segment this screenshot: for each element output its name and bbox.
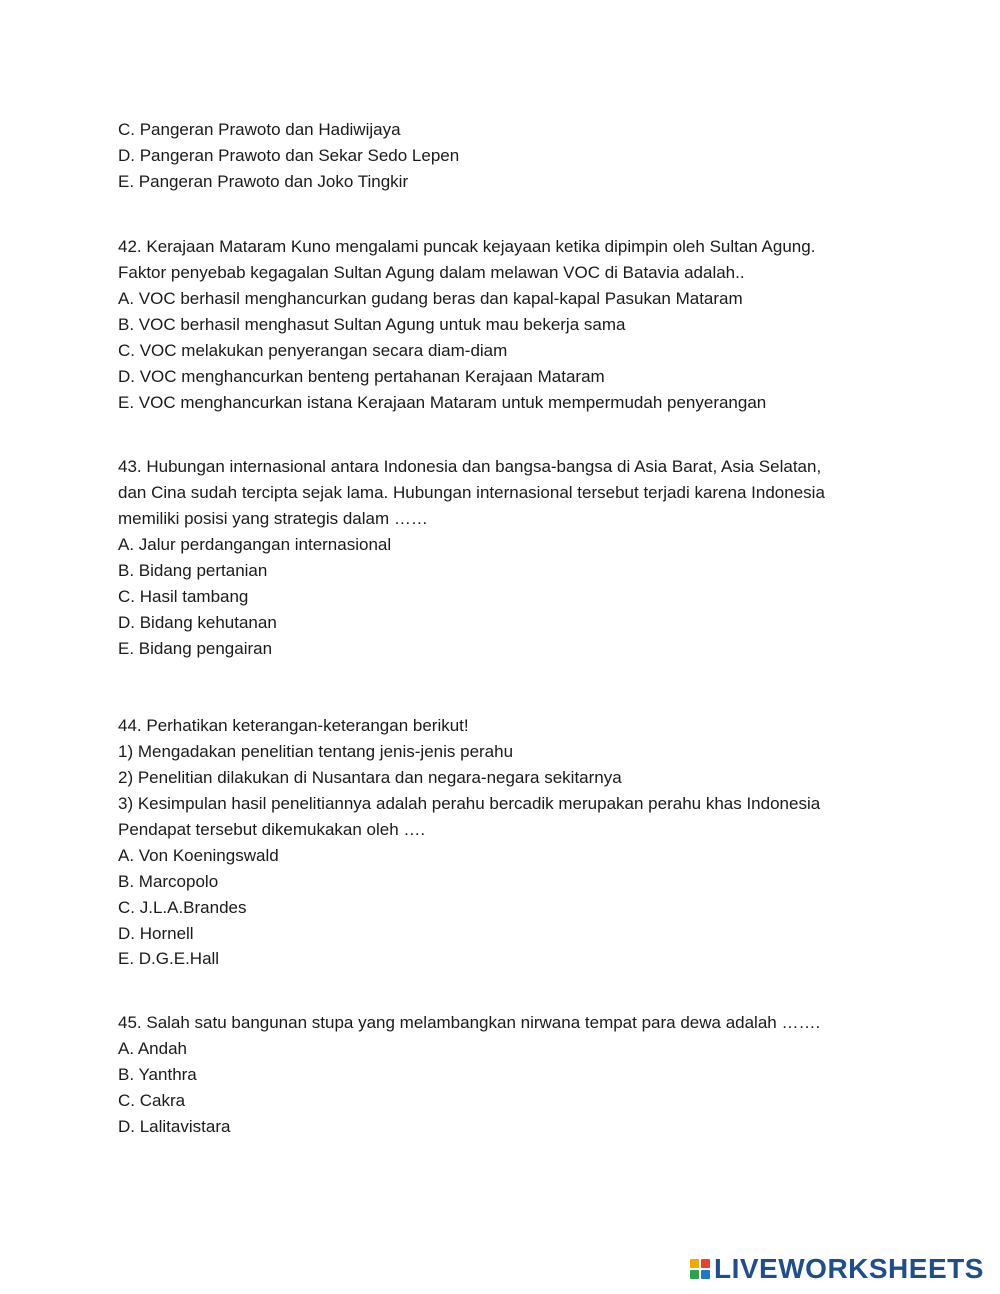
option-line: A. Jalur perdangangan internasional — [118, 535, 392, 554]
logo-square-icon — [701, 1270, 710, 1279]
option-line: E. Bidang pengairan — [118, 639, 273, 658]
question-line: 2) Penelitian dilakukan di Nusantara dan negara-negara sekitarnya — [118, 768, 622, 787]
logo-square-icon — [701, 1259, 710, 1268]
option-line: D. VOC menghancurkan benteng pertahanan Kerajaan Mataram — [118, 367, 605, 386]
option-line: A. Von Koeningswald — [118, 846, 279, 865]
option-line: C. VOC melakukan penyerangan secara diam-diam — [118, 341, 508, 360]
option-line: E. VOC menghancurkan istana Kerajaan Mataram untuk mempermudah penyerangan — [118, 393, 767, 412]
option-line: C. Cakra — [118, 1091, 186, 1110]
question-line: Faktor penyebab kegagalan Sultan Agung dalam melawan VOC di Batavia adalah.. — [118, 263, 745, 282]
question-line: 42. Kerajaan Mataram Kuno mengalami puncak kejayaan ketika dipimpin oleh Sultan Agung. — [118, 237, 816, 256]
question-line: Pendapat tersebut dikemukakan oleh …. — [118, 820, 426, 839]
question-line: 1) Mengadakan penelitian tentang jenis-jenis perahu — [118, 742, 514, 761]
option-line: B. Marcopolo — [118, 872, 219, 891]
option-line: C. Hasil tambang — [118, 587, 249, 606]
option-line: B. Bidang pertanian — [118, 561, 268, 580]
option-line: C. Pangeran Prawoto dan Hadiwijaya — [118, 120, 401, 139]
question-line: memiliki posisi yang strategis dalam …… — [118, 509, 428, 528]
option-line: E. Pangeran Prawoto dan Joko Tingkir — [118, 172, 409, 191]
option-line: B. VOC berhasil menghasut Sultan Agung untuk mau bekerja sama — [118, 315, 626, 334]
liveworksheets-logo — [690, 1254, 984, 1284]
logo-square-icon — [690, 1259, 699, 1268]
question-line: 45. Salah satu bangunan stupa yang melambangkan nirwana tempat para dewa adalah ……. — [118, 1013, 821, 1032]
question-line: dan Cina sudah tercipta sejak lama. Hubungan internasional tersebut terjadi karena Indonesia — [118, 483, 825, 502]
option-line: D. Bidang kehutanan — [118, 613, 277, 632]
option-line: A. Andah — [118, 1039, 188, 1058]
logo-text: LIVEWORKSHEETS — [714, 1253, 984, 1284]
logo-grid-icon — [690, 1259, 710, 1279]
option-line: D. Pangeran Prawoto dan Sekar Sedo Lepen — [118, 146, 460, 165]
question-line: 3) Kesimpulan hasil penelitiannya adalah perahu bercadik merupakan perahu khas Indonesia — [118, 794, 821, 813]
question-line: 44. Perhatikan keterangan-keterangan berikut! — [118, 716, 469, 735]
option-line: B. Yanthra — [118, 1065, 197, 1084]
logo-square-icon — [690, 1270, 699, 1279]
option-line: A. VOC berhasil menghancurkan gudang beras dan kapal-kapal Pasukan Mataram — [118, 289, 743, 308]
option-line: D. Hornell — [118, 924, 194, 943]
option-line: E. D.G.E.Hall — [118, 949, 220, 968]
option-line: C. J.L.A.Brandes — [118, 898, 247, 917]
option-line: D. Lalitavistara — [118, 1117, 231, 1136]
question-line: 43. Hubungan internasional antara Indonesia dan bangsa-bangsa di Asia Barat, Asia Selatan, — [118, 457, 822, 476]
